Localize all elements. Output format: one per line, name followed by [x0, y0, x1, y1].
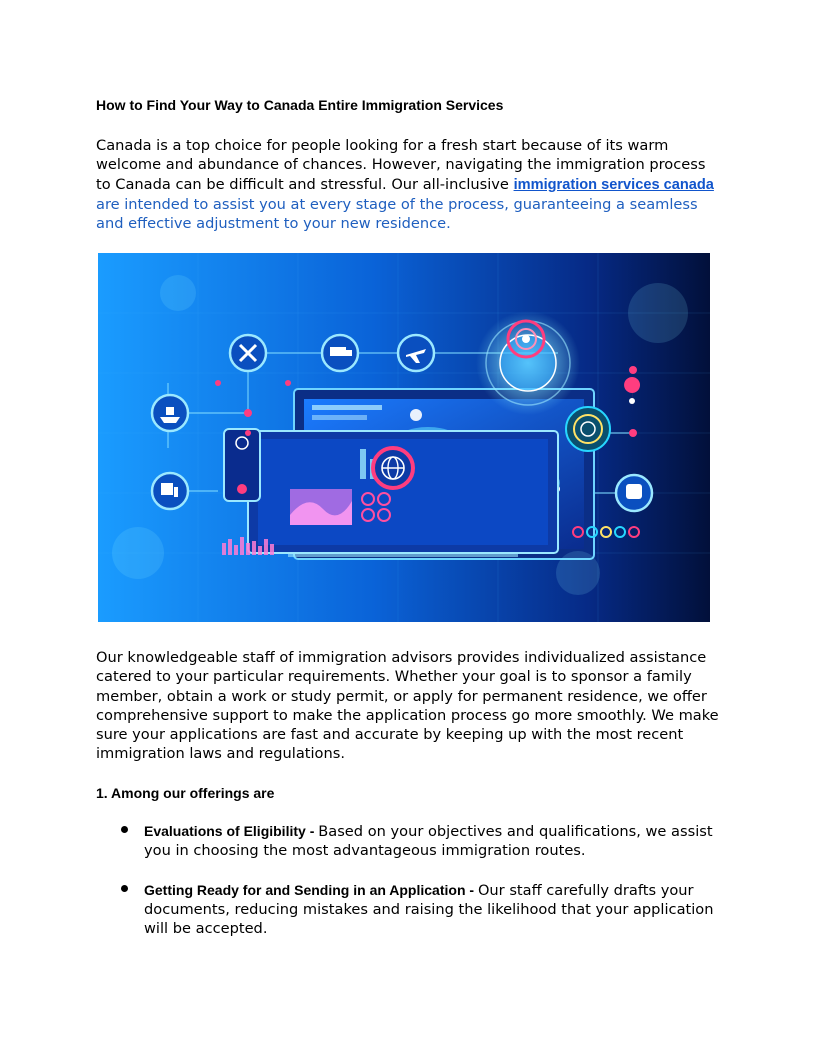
- offering-label: Getting Ready for and Sending in an Application -: [144, 881, 478, 898]
- offerings-heading: 1. Among our offerings are: [96, 785, 275, 801]
- advisors-paragraph: Our knowledgeable staff of immigration advisors provides individualized assistance catered to your particular requirements. Whether your goal is to sponsor a family member, obtain a work or study permit, or apply for permanent residence, we offer comprehensive support to make the application process go more smoothly. We make sure your applications are fast and accurate by keeping up with the most recent immigration laws and regulations.: [96, 649, 719, 763]
- intro-text: Canada is a top choice for people looking for a fresh start because of its warm welcome and abundance of chances. However, navigating the immigration process to Canada can be difficult and stressful. Our all-inclusive: [96, 137, 706, 193]
- intro-text-continued: are intended to assist you at every stage of the process, guaranteeing a seamless and effective adjustment to your new residence.: [96, 195, 698, 233]
- smartphone: [224, 429, 260, 501]
- immigration-technology-image: [98, 253, 710, 622]
- list-item: [96, 822, 720, 861]
- radar-globe: [476, 311, 580, 415]
- globe-icon: [373, 448, 413, 488]
- bullet-icon: [121, 826, 128, 833]
- bullet-icon: [121, 885, 128, 892]
- offering-label: Evaluations of Eligibility -: [144, 823, 319, 839]
- offering-text: Our staff carefully drafts your documents, reducing mistakes and raising the likelihood that your application will be accepted.: [144, 881, 714, 938]
- offering-text: Based on your objectives and qualifications, we assist you in choosing the most advantageous immigration routes.: [144, 823, 713, 860]
- immigration-services-link[interactable]: immigration services canada: [513, 176, 714, 193]
- intro-paragraph: [96, 136, 720, 233]
- globe-badge: [566, 407, 610, 451]
- offerings-list: [96, 822, 720, 958]
- list-item: [96, 881, 720, 939]
- document-title: How to Find Your Way to Canada Entire Immigration Services: [96, 97, 504, 113]
